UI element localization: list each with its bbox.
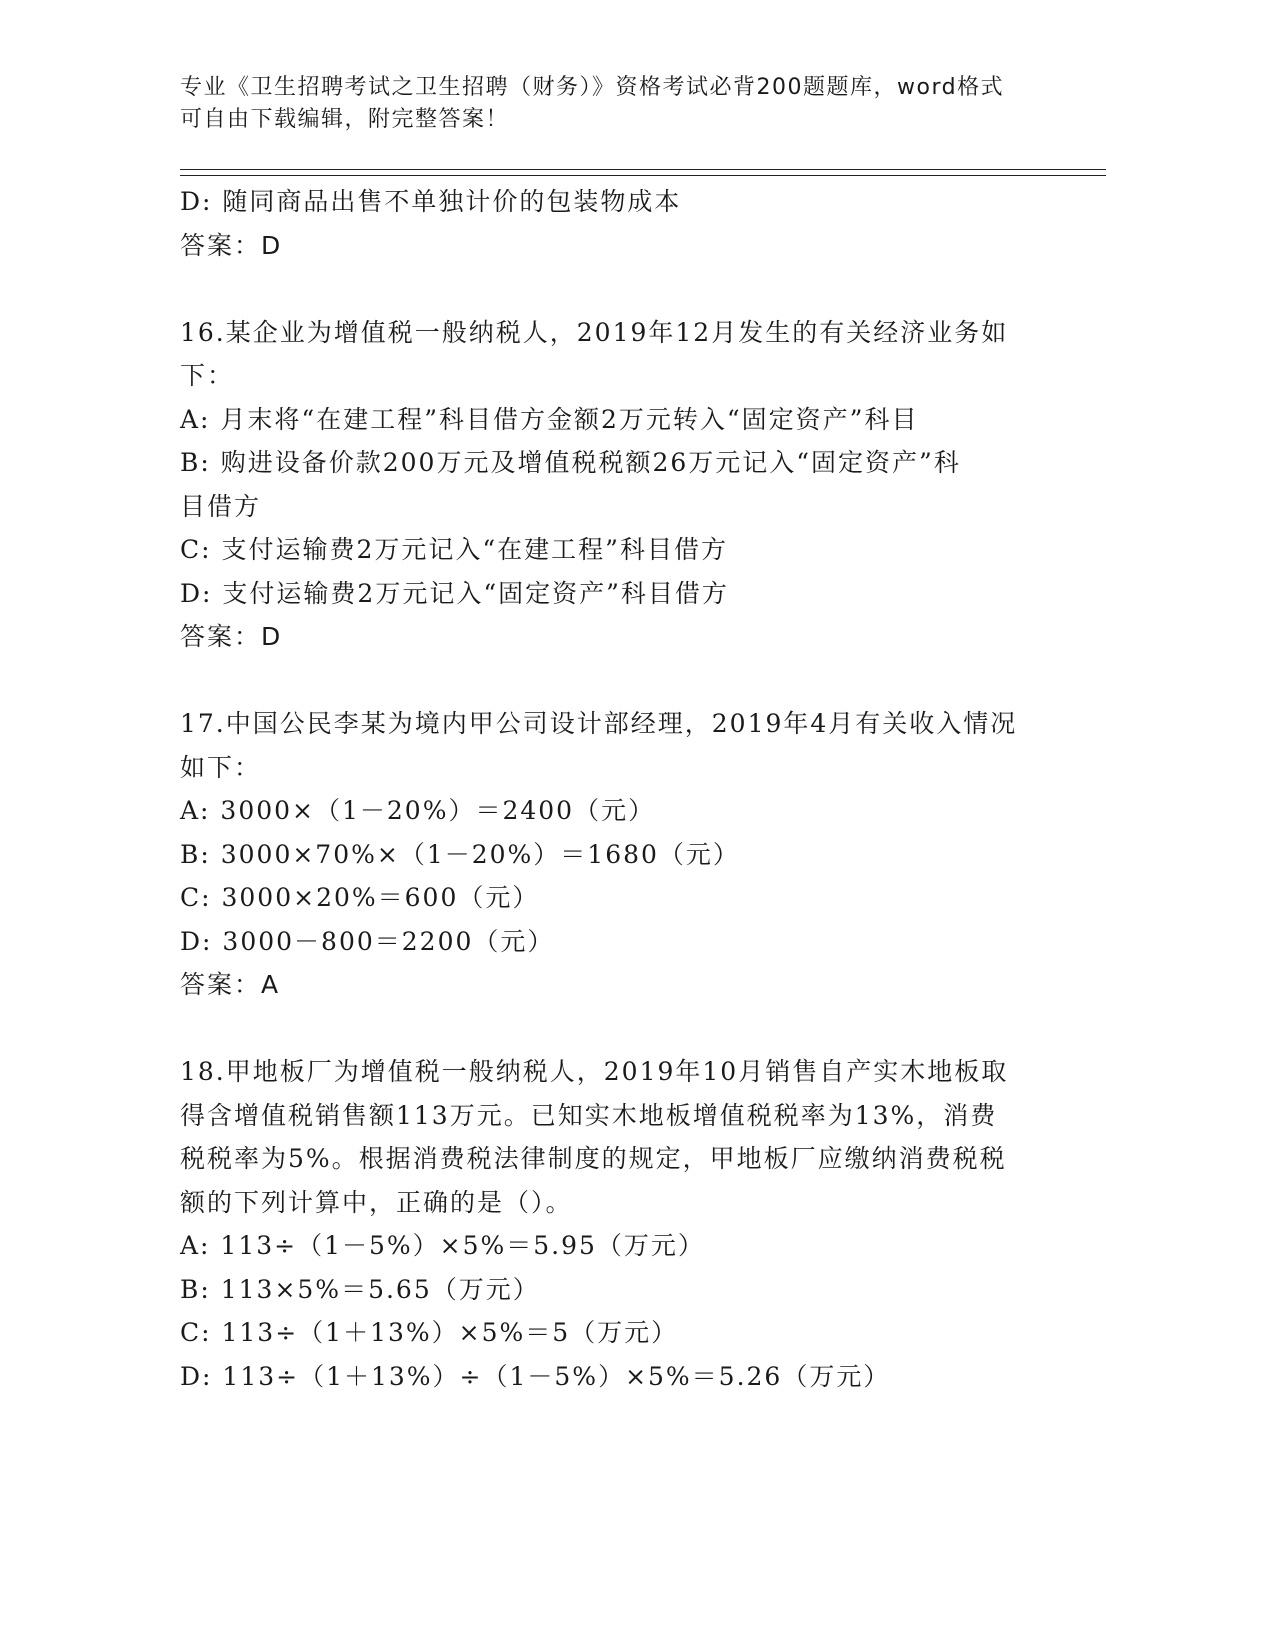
option-c: C: 113÷（1＋13%）×5%＝5（万元） (180, 1318, 679, 1347)
question-text: 16.某企业为增值税一般纳税人，2019年12月发生的有关经济业务如 (180, 317, 1009, 347)
question-18-block (180, 1050, 1050, 1398)
answer-label: 答案：A (180, 970, 281, 999)
header-line-2: 可自由下载编辑，附完整答案！ (180, 107, 510, 132)
spacer (180, 659, 1050, 703)
answer-label: 答案：D (180, 622, 283, 651)
option-d: D: 支付运输费2万元记入“固定资产”科目借方 (180, 578, 729, 608)
question-text: 17.中国公民李某为境内甲公司设计部经理，2019年4月有关收入情况 (180, 709, 1018, 738)
question-17-block (180, 702, 1050, 1007)
question-content (180, 180, 1050, 1398)
question-text: 得含增值税销售额113万元。已知实木地板增值税税率为13%，消费 (180, 1100, 998, 1130)
question-text: 18.甲地板厂为增值税一般纳税人，2019年10月销售自产实木地板取 (180, 1057, 1009, 1086)
option-d: D: 随同商品出售不单独计价的包装物成本 (180, 187, 682, 216)
question-16-block (180, 311, 1050, 659)
option-b: B: 购进设备价款200万元及增值税税额26万元记入“固定资产”科 (180, 448, 961, 477)
spacer (180, 1007, 1050, 1051)
question-text: 税税率为5%。根据消费税法律制度的规定，甲地板厂应缴纳消费税税 (180, 1144, 1007, 1173)
option-b: B: 3000×70%×（1－20%）＝1680（元） (180, 839, 740, 869)
header-line-1: 专业《卫生招聘考试之卫生招聘（财务）》资格考试必背200题题库，word格式 (180, 75, 1005, 100)
option-a: A: 113÷（1－5%）×5%＝5.95（万元） (180, 1231, 705, 1260)
option-a: A: 3000×（1－20%）＝2400（元） (180, 796, 656, 825)
question-15-block (180, 180, 1050, 267)
option-d: D: 113÷（1＋13%）÷（1－5%）×5%＝5.26（万元） (180, 1361, 891, 1391)
document-header (180, 72, 1060, 136)
option-a: A: 月末将“在建工程”科目借方金额2万元转入“固定资产”科目 (180, 404, 919, 434)
option-b: B: 113×5%＝5.65（万元） (180, 1274, 540, 1304)
option-c: C: 支付运输费2万元记入“在建工程”科目借方 (180, 535, 728, 564)
spacer (180, 267, 1050, 311)
header-divider-top (180, 169, 1106, 170)
question-text: 下： (180, 361, 235, 390)
question-text: 如下： (180, 752, 262, 782)
option-c: C: 3000×20%＝600（元） (180, 883, 540, 912)
question-text: 额的下列计算中，正确的是（）。 (180, 1187, 573, 1217)
answer-label: 答案：D (180, 230, 283, 260)
header-divider-bottom (180, 175, 1106, 176)
option-d: D: 3000－800＝2200（元） (180, 926, 555, 956)
option-b-continued: 目借方 (180, 491, 262, 521)
